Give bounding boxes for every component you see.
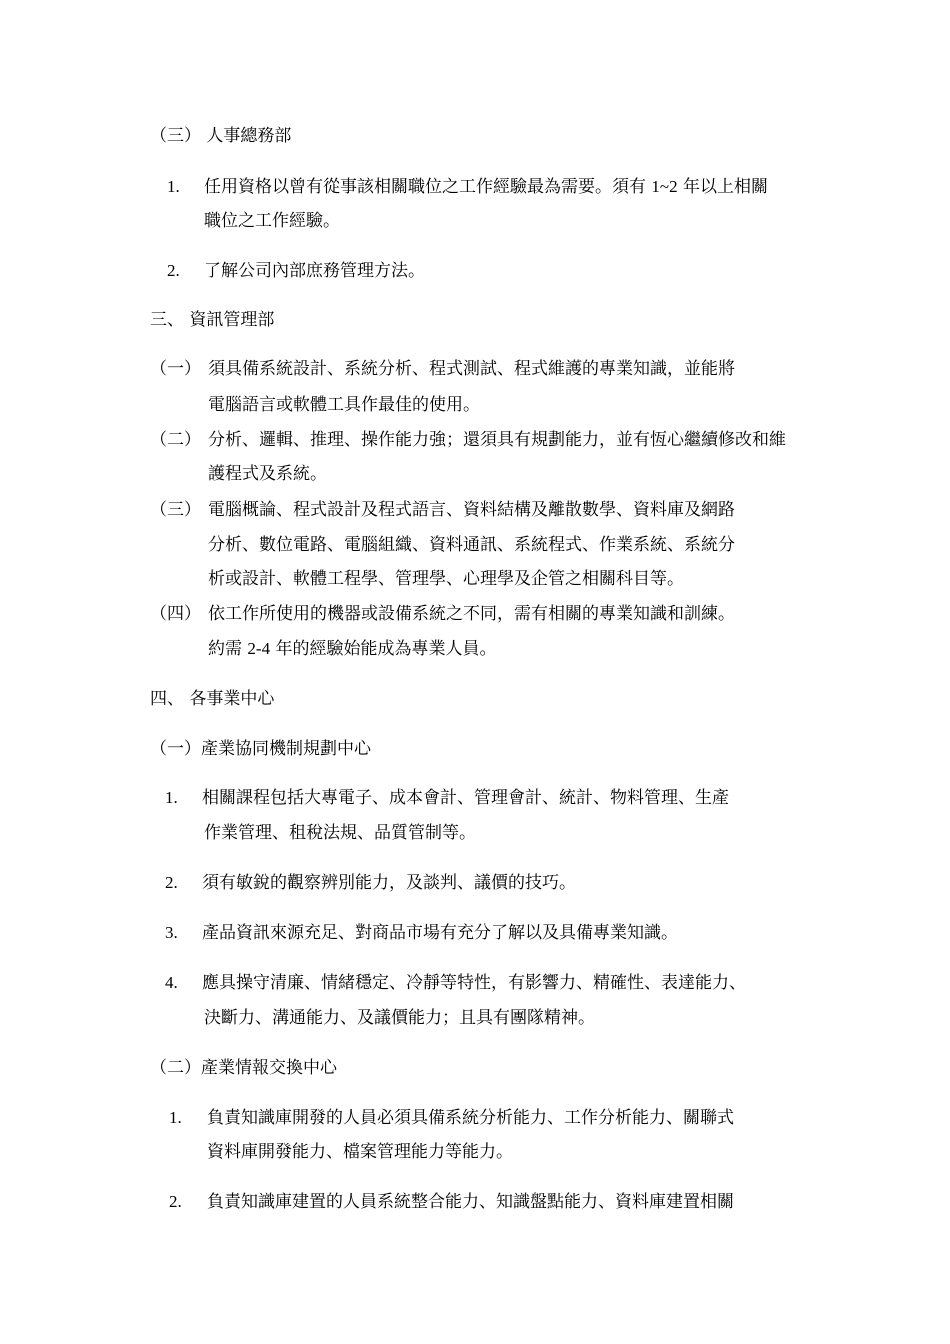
list-item-text: 負責知識庫開發的人員必須具備系統分析能力、工作分析能力、關聯式 <box>207 1108 734 1128</box>
section-heading-information-management: 三、 資訊管理部 <box>150 310 275 330</box>
list-item-text-continued: 分析、數位電路、電腦組織、資料通訊、系統程式、作業系統、系統分 <box>208 535 735 555</box>
list-item-marker: （一） <box>150 359 201 379</box>
list-item-marker: （三） <box>150 500 201 520</box>
list-item-text <box>204 176 768 198</box>
list-item-text: 相關課程包括大專電子、成本會計、管理會計、統計、物料管理、生產 <box>202 788 729 808</box>
list-item-text: 須具備系統設計、系統分析、程式測試、程式維護的專業知識，並能將 <box>208 359 735 379</box>
list-item-text: 須有敏銳的觀察辨別能力，及談判、議價的技巧。 <box>202 873 576 893</box>
list-item-text-continued: 資料庫開發能力、檔案管理能力等能力。 <box>207 1142 513 1162</box>
subsection-heading-collaboration-center: （一）產業協同機制規劃中心 <box>150 739 371 759</box>
section-heading-business-centers: 四、 各事業中心 <box>150 689 275 709</box>
list-item-text-continued: 電腦語言或軟體工具作最佳的使用。 <box>208 395 480 415</box>
list-item-number: 1. <box>167 177 180 196</box>
text-run: 任用資格以曾有從事該相關職位之工作經驗最為需要。須有 <box>204 177 652 197</box>
section-heading-general-affairs: （三） 人事總務部 <box>150 126 292 146</box>
list-item-text: 分析、邏輯、推理、操作能力強；還須具有規劃能力，並有恆心繼續修改和維 <box>208 430 786 450</box>
list-item-text: 依工作所使用的機器或設備系統之不同，需有相關的專業知識和訓練。 <box>208 604 735 624</box>
list-item-number: 4. <box>165 973 178 992</box>
list-item-text: 電腦概論、程式設計及程式語言、資料結構及離散數學、資料庫及網路 <box>208 500 735 520</box>
list-item-number: 1. <box>165 788 178 807</box>
list-item-text-continued: 護程式及系統。 <box>208 464 327 484</box>
list-item-text-continued: 決斷力、溝通能力、及議價能力；且具有團隊精神。 <box>204 1008 595 1028</box>
subsection-heading-intelligence-exchange-center: （二）產業情報交換中心 <box>150 1058 337 1078</box>
list-item-text: 應具操守清廉、情緒穩定、冷靜等特性，有影響力、精確性、表達能力、 <box>202 973 746 993</box>
list-item-text: 產品資訊來源充足、對商品市場有充分了解以及具備專業知識。 <box>202 923 678 943</box>
list-item-text-continued: 作業管理、租稅法規、品質管制等。 <box>204 823 476 843</box>
text-run-number: 2-4 <box>247 639 271 658</box>
list-item-text-continued: 析或設計、軟體工程學、管理學、心理學及企管之相關科目等。 <box>208 569 684 589</box>
text-run: 約需 <box>208 639 248 659</box>
list-item-marker: （二） <box>150 430 201 450</box>
list-item-number: 2. <box>167 261 180 280</box>
list-item-number: 1. <box>169 1108 182 1127</box>
list-item-text-continued <box>208 638 496 660</box>
text-run: 年以上相關 <box>677 177 769 197</box>
text-run-number: 1~2 <box>651 177 678 196</box>
text-run: 年的經驗始能成為專業人員。 <box>270 639 497 659</box>
list-item-text: 了解公司內部庶務管理方法。 <box>204 261 425 281</box>
list-item-text-continued: 職位之工作經驗。 <box>204 211 340 231</box>
list-item-number: 3. <box>165 923 178 942</box>
list-item-number: 2. <box>169 1192 182 1211</box>
list-item-number: 2. <box>165 873 178 892</box>
list-item-marker: （四） <box>150 604 201 624</box>
list-item-text: 負責知識庫建置的人員系統整合能力、知識盤點能力、資料庫建置相關 <box>207 1192 734 1212</box>
